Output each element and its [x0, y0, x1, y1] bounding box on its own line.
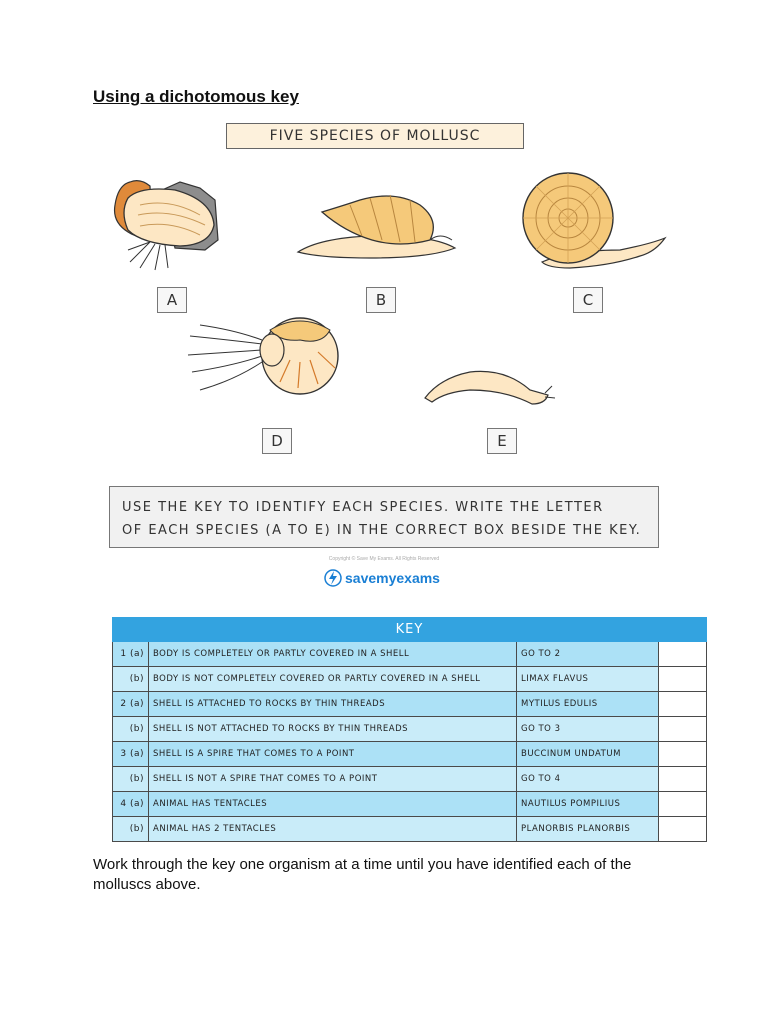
table-row: [113, 667, 707, 692]
key-row-result: MYTILUS EDULIS: [517, 692, 659, 717]
key-row-result: GO TO 3: [517, 717, 659, 742]
key-row-result: GO TO 2: [517, 642, 659, 667]
label-a: A: [157, 287, 187, 313]
mollusc-illustrations: [0, 0, 768, 480]
key-row-result: NAUTILUS POMPILIUS: [517, 792, 659, 817]
label-e: E: [487, 428, 517, 454]
lightning-icon: [324, 569, 342, 587]
key-row-result: LIMAX FLAVUS: [517, 667, 659, 692]
key-row-description: SHELL IS A SPIRE THAT COMES TO A POINT: [149, 742, 517, 767]
whelk-image: [298, 195, 455, 258]
key-header: KEY: [113, 618, 707, 642]
dichotomous-key-table: [112, 617, 707, 842]
nautilus-image: [188, 318, 338, 394]
key-row-description: SHELL IS ATTACHED TO ROCKS BY THIN THREADS: [149, 692, 517, 717]
key-row-result: BUCCINUM UNDATUM: [517, 742, 659, 767]
instruction-paragraph: Work through the key one organism at a time until you have identified each of the molluscs above.: [93, 856, 632, 893]
label-c: C: [573, 287, 603, 313]
answer-box[interactable]: [659, 717, 707, 742]
label-b: B: [366, 287, 396, 313]
key-row-number: 3 (a): [113, 742, 149, 767]
key-row-description: BODY IS NOT COMPLETELY COVERED OR PARTLY COVERED IN A SHELL: [149, 667, 517, 692]
table-row: [113, 692, 707, 717]
page-heading: Using a dichotomous key: [93, 87, 299, 106]
spiral-snail-image: [523, 173, 665, 268]
answer-box[interactable]: [659, 642, 707, 667]
key-row-number: (b): [113, 717, 149, 742]
key-row-description: SHELL IS NOT ATTACHED TO ROCKS BY THIN THREADS: [149, 717, 517, 742]
table-row: [113, 792, 707, 817]
table-row: [113, 642, 707, 667]
key-row-description: ANIMAL HAS TENTACLES: [149, 792, 517, 817]
key-row-description: ANIMAL HAS 2 TENTACLES: [149, 817, 517, 842]
answer-box[interactable]: [659, 742, 707, 767]
table-row: [113, 817, 707, 842]
answer-box[interactable]: [659, 792, 707, 817]
answer-box[interactable]: [659, 692, 707, 717]
key-row-result: GO TO 4: [517, 767, 659, 792]
logo-text: savemyexams: [345, 570, 440, 586]
answer-box[interactable]: [659, 767, 707, 792]
diagram-title: FIVE SPECIES OF MOLLUSC: [226, 123, 524, 149]
copyright-text: Copyright © Save My Exams. All Rights Reserved: [328, 556, 440, 562]
key-row-result: PLANORBIS PLANORBIS: [517, 817, 659, 842]
mussel-image: [115, 181, 218, 270]
slug-image: [425, 371, 555, 404]
instruction-line-2: OF EACH SPECIES (A TO E) IN THE CORRECT BOX BESIDE THE KEY.: [122, 523, 642, 538]
instruction-line-1: USE THE KEY TO IDENTIFY EACH SPECIES. WRITE THE LETTER: [122, 500, 604, 515]
key-row-number: 2 (a): [113, 692, 149, 717]
key-row-number: (b): [113, 767, 149, 792]
key-row-number: 1 (a): [113, 642, 149, 667]
label-d: D: [262, 428, 292, 454]
table-row: [113, 767, 707, 792]
table-row: [113, 717, 707, 742]
save-my-exams-logo: [324, 568, 440, 588]
key-row-description: BODY IS COMPLETELY OR PARTLY COVERED IN A SHELL: [149, 642, 517, 667]
key-row-number: 4 (a): [113, 792, 149, 817]
answer-box[interactable]: [659, 667, 707, 692]
key-row-description: SHELL IS NOT A SPIRE THAT COMES TO A POINT: [149, 767, 517, 792]
key-row-number: (b): [113, 817, 149, 842]
instruction-box: [109, 486, 659, 548]
key-row-number: (b): [113, 667, 149, 692]
answer-box[interactable]: [659, 817, 707, 842]
table-row: [113, 742, 707, 767]
